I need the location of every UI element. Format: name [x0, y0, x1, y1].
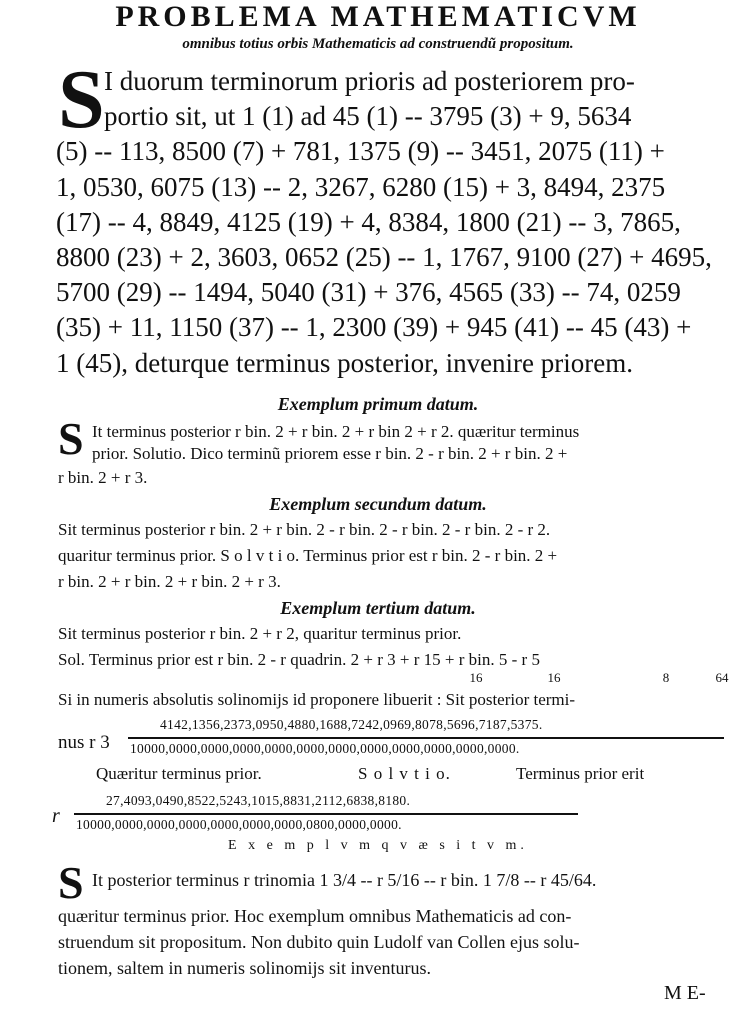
catchword: M E-: [664, 982, 706, 1004]
fraction-denominator: 8: [662, 670, 670, 685]
example3-heading: Exemplum tertium datum.: [280, 598, 476, 618]
example3-line: Sit terminus posterior r bin. 2 + r 2, quaritur terminus prior.: [58, 624, 462, 643]
problem-line: (35) + 11, 1150 (37) -- 1, 2300 (39) + 945 (41) -- 45 (43) +: [56, 312, 692, 343]
problem-line: (5) -- 113, 8500 (7) + 781, 1375 (9) -- 3451, 2075 (11) +: [56, 136, 665, 167]
fraction-denominator: 16: [469, 670, 483, 685]
page-subtitle: omnibus totius orbis Mathematicis ad construendũ propositum.: [182, 36, 574, 52]
example2-line: quaritur terminus prior. S o l v t i o. Terminus prior est r bin. 2 - r bin. 2 +: [58, 546, 558, 565]
problem-line: 5700 (29) -- 1494, 5040 (31) + 376, 4565 (33) -- 74, 0259: [56, 277, 681, 308]
denominator-2: 10000,0000,0000,0000,0000,0000,0000,0800,0000,0000.: [76, 817, 402, 832]
nus-r3-label: nus r 3: [58, 732, 110, 753]
quaesitum-line: It posterior terminus r trinomia 1 3/4 -- r 5/16 -- r bin. 1 7/8 -- r 45/64.: [92, 870, 597, 890]
fraction-denominator: 16: [547, 670, 561, 685]
example1-line: prior. Solutio. Dico terminũ priorem esse r bin. 2 - r bin. 2 + r bin. 2 +: [92, 444, 568, 463]
problem-line: portio sit, ut 1 (1) ad 45 (1) -- 3795 (3) + 9, 5634: [104, 101, 632, 132]
example2-line: r bin. 2 + r bin. 2 + r bin. 2 + r 3.: [58, 572, 281, 591]
quaeritur-text: Quæritur terminus prior.: [96, 764, 262, 783]
problem-line: I duorum terminorum prioris ad posteriorem pro-: [104, 66, 635, 96]
quaesitum-heading: E x e m p l v m q v æ s i t v m.: [228, 838, 528, 853]
solutio-label: S o l v t i o.: [358, 764, 451, 783]
page-title: PROBLEMA MATHEMATICVM: [115, 0, 641, 33]
numerator-1: 4142,1356,2373,0950,4880,1688,7242,0969,8078,5696,7187,5375.: [160, 717, 543, 732]
problem-line: (17) -- 4, 8849, 4125 (19) + 4, 8384, 1800 (21) -- 3, 7865,: [56, 206, 681, 237]
example1-line: It terminus posterior r bin. 2 + r bin. 2 + r bin 2 + r 2. quæritur terminus: [92, 422, 580, 441]
denominator-1: 10000,0000,0000,0000,0000,0000,0000,0000,0000,0000,0000,0000.: [130, 741, 520, 756]
fraction-bar-1: [128, 737, 724, 739]
problem-line: 1, 0530, 6075 (13) -- 2, 3267, 6280 (15) + 3, 8494, 2375: [56, 171, 666, 202]
numerator-2: 27,4093,0490,8522,5243,1015,8831,2112,6838,8180.: [106, 793, 411, 808]
fraction-denominator: 64: [715, 670, 729, 685]
problem-line: 1 (45), deturque terminus posterior, invenire priorem.: [56, 347, 634, 378]
example2-heading: Exemplum secundum datum.: [269, 494, 487, 514]
quaesitum-line: tionem, saltem in numeris solinomijs sit inventurus.: [58, 958, 431, 978]
quaesitum-initial: S: [58, 857, 84, 908]
example3-line: Sol. Terminus prior est r bin. 2 - r quadrin. 2 + r 3 + r 15 + r bin. 5 - r 5: [58, 650, 540, 669]
quaesitum-line: struendum sit propositum. Non dubito quin Ludolf van Collen ejus solu-: [58, 932, 580, 952]
r-label: r: [52, 805, 60, 827]
example1-initial: S: [58, 413, 84, 464]
quaesitum-line: quæritur terminus prior. Hoc exemplum omnibus Mathematicis ad con-: [58, 906, 572, 926]
example3-line: Si in numeris absolutis solinomijs id proponere libuerit : Sit posterior termi-: [58, 690, 576, 709]
drop-cap-initial: S: [58, 53, 105, 146]
example1-heading: Exemplum primum datum.: [277, 394, 479, 414]
prior-erit-text: Terminus prior erit: [516, 764, 645, 783]
example1-line: r bin. 2 + r 3.: [58, 468, 148, 487]
fraction-bar-2: [74, 813, 578, 815]
problem-line: 8800 (23) + 2, 3603, 0652 (25) -- 1, 1767, 9100 (27) + 4695,: [56, 241, 712, 272]
problem-statement: [56, 64, 736, 381]
example2-line: Sit terminus posterior r bin. 2 + r bin. 2 - r bin. 2 - r bin. 2 - r bin. 2 - r 2.: [58, 520, 551, 539]
